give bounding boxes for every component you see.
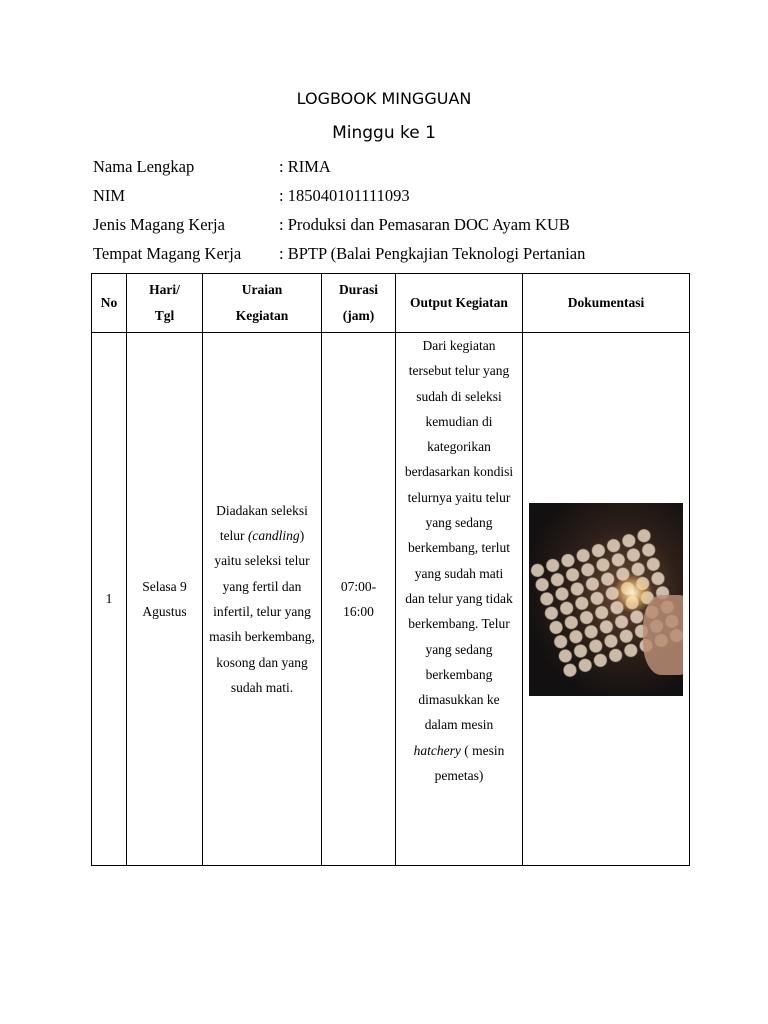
header-hari — [127, 274, 203, 333]
info-value: : Produksi dan Pemasaran DOC Ayam KUB — [279, 215, 570, 234]
cell-no: 1 — [92, 333, 127, 866]
cell-hari — [127, 333, 203, 866]
header-output: Output Kegiatan — [396, 274, 523, 333]
header-uraian-line1: Uraian — [241, 282, 283, 297]
egg-candling-photo — [529, 503, 683, 696]
info-label: NIM — [93, 186, 126, 205]
header-hari-line1: Hari/ — [149, 282, 180, 297]
cell-hari-line2: Agustus — [142, 604, 187, 619]
uraian-italic: (candling — [247, 528, 300, 544]
output-italic: hatchery — [413, 742, 461, 758]
cell-hari-line1: Selasa 9 — [142, 578, 187, 594]
header-durasi-line2: (jam) — [342, 308, 375, 323]
table-header-row — [92, 274, 690, 333]
logbook-table — [91, 273, 690, 866]
info-label: Tempat Magang Kerja — [93, 244, 242, 263]
uraian-text-a: Diadakan seleksi telur — [216, 502, 308, 544]
info-value: : RIMA — [279, 157, 331, 176]
cell-durasi-line2: 16:00 — [343, 604, 374, 619]
uraian-text-b: ) yaitu seleksi telur yang fertil dan infertil, telur yang masih berkembang, kosong dan yang sudah mati. — [209, 528, 315, 695]
header-hari-line2: Tgl — [154, 308, 175, 323]
info-value: : BPTP (Balai Pengkajian Teknologi Pertanian — [279, 244, 586, 263]
header-uraian-line2: Kegiatan — [235, 308, 289, 323]
header-dokumentasi: Dokumentasi — [523, 274, 690, 333]
hand-shape — [643, 595, 683, 675]
cell-durasi-line1: 07:00- — [340, 578, 377, 594]
output-text-b: ( mesin pemetas) — [434, 742, 505, 784]
output-text-a: Dari kegiatan tersebut telur yang sudah di seleksi kemudian di kategorikan berdasarkan kondisi telurnya yaitu telur yang sedang berkembang, terlut yang sudah mati dan telur yang tidak berkembang. Telur yang sedang berkembang dimasukkan ke dalam mesin — [404, 338, 514, 733]
page-title: LOGBOOK MINGGUAN — [296, 89, 472, 108]
table-row — [92, 333, 690, 866]
header-durasi-line1: Durasi — [338, 282, 378, 297]
info-value: : 185040101111093 — [279, 186, 410, 205]
cell-durasi — [322, 333, 396, 866]
header-uraian — [203, 274, 322, 333]
cell-dokumentasi — [523, 333, 690, 866]
header-no: No — [92, 274, 127, 333]
info-label: Nama Lengkap — [93, 157, 195, 176]
cell-uraian — [203, 333, 322, 866]
info-label: Jenis Magang Kerja — [93, 215, 225, 234]
cell-output — [396, 333, 523, 866]
header-durasi — [322, 274, 396, 333]
page-subtitle: Minggu ke 1 — [332, 123, 436, 143]
